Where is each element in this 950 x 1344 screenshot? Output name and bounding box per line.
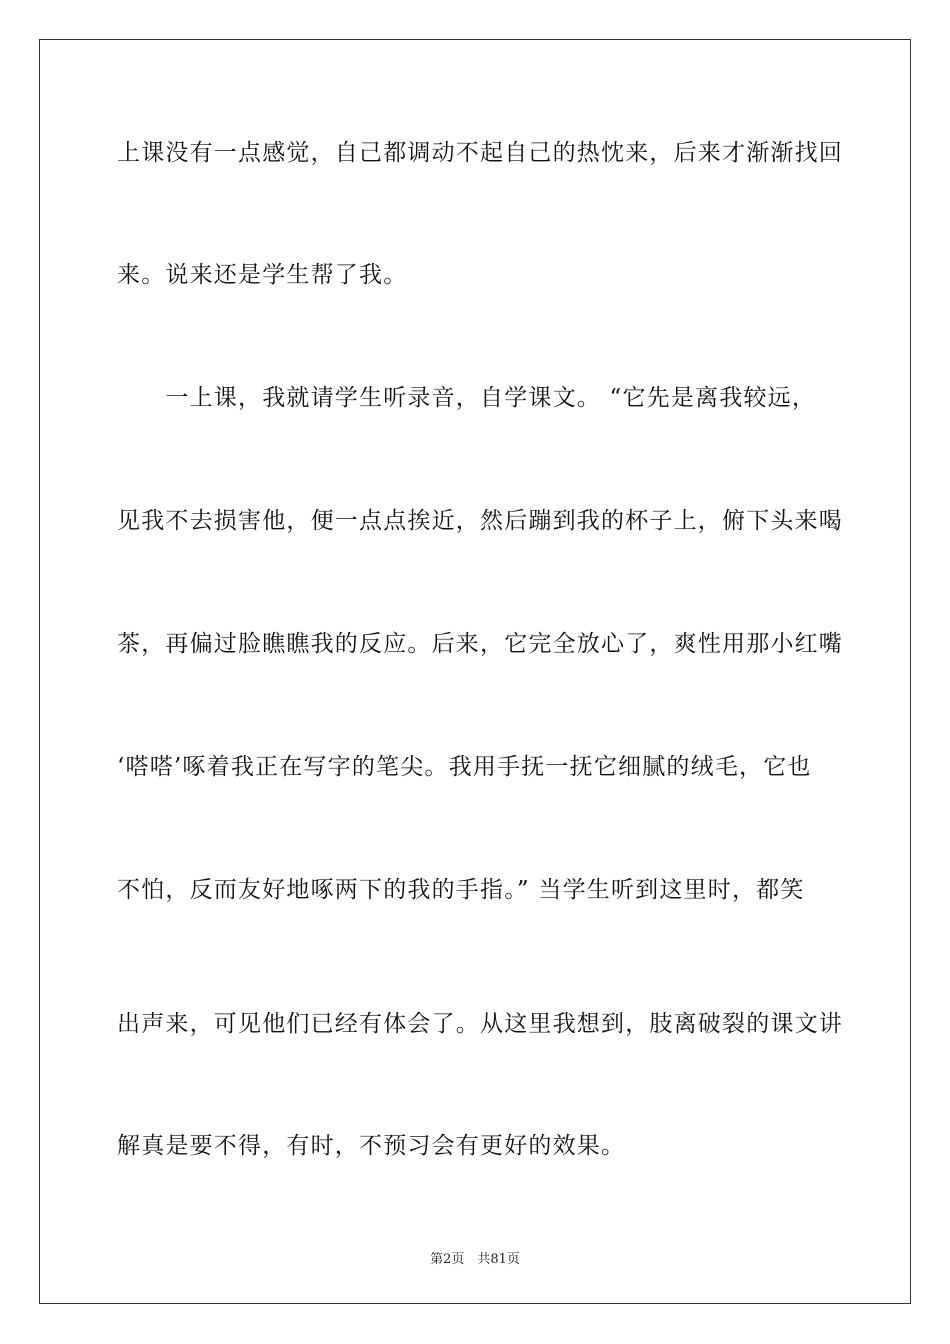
text-line: 来。说来还是学生帮了我。 xyxy=(117,262,408,288)
text-line: 一上课，我就请学生听录音，自学课文。 “它先是离我较远， xyxy=(117,385,817,411)
text-line: 上课没有一点感觉，自己都调动不起自己的热忱来，后来才渐渐找回 xyxy=(117,140,843,166)
text-line: 不怕，反而友好地啄两下的我的手指。” 当学生听到这里时，都笑 xyxy=(117,877,805,903)
text-line: ‘嗒嗒’啄着我正在写字的笔尖。我用手抚一抚它细腻的绒毛，它也 xyxy=(117,754,812,780)
page-border xyxy=(39,39,911,1304)
page-number-footer: 第2页 共81页 xyxy=(430,1252,520,1267)
text-line: 茶，再偏过脸瞧瞧我的反应。后来，它完全放心了，爽性用那小红嘴 xyxy=(117,631,843,657)
text-line: 见我不去损害他，便一点点挨近，然后蹦到我的杯子上，俯下头来喝 xyxy=(117,508,843,534)
text-line: 解真是要不得，有时，不预习会有更好的效果。 xyxy=(117,1133,626,1159)
text-line: 出声来，可见他们已经有体会了。从这里我想到，肢离破裂的课文讲 xyxy=(117,1011,843,1037)
